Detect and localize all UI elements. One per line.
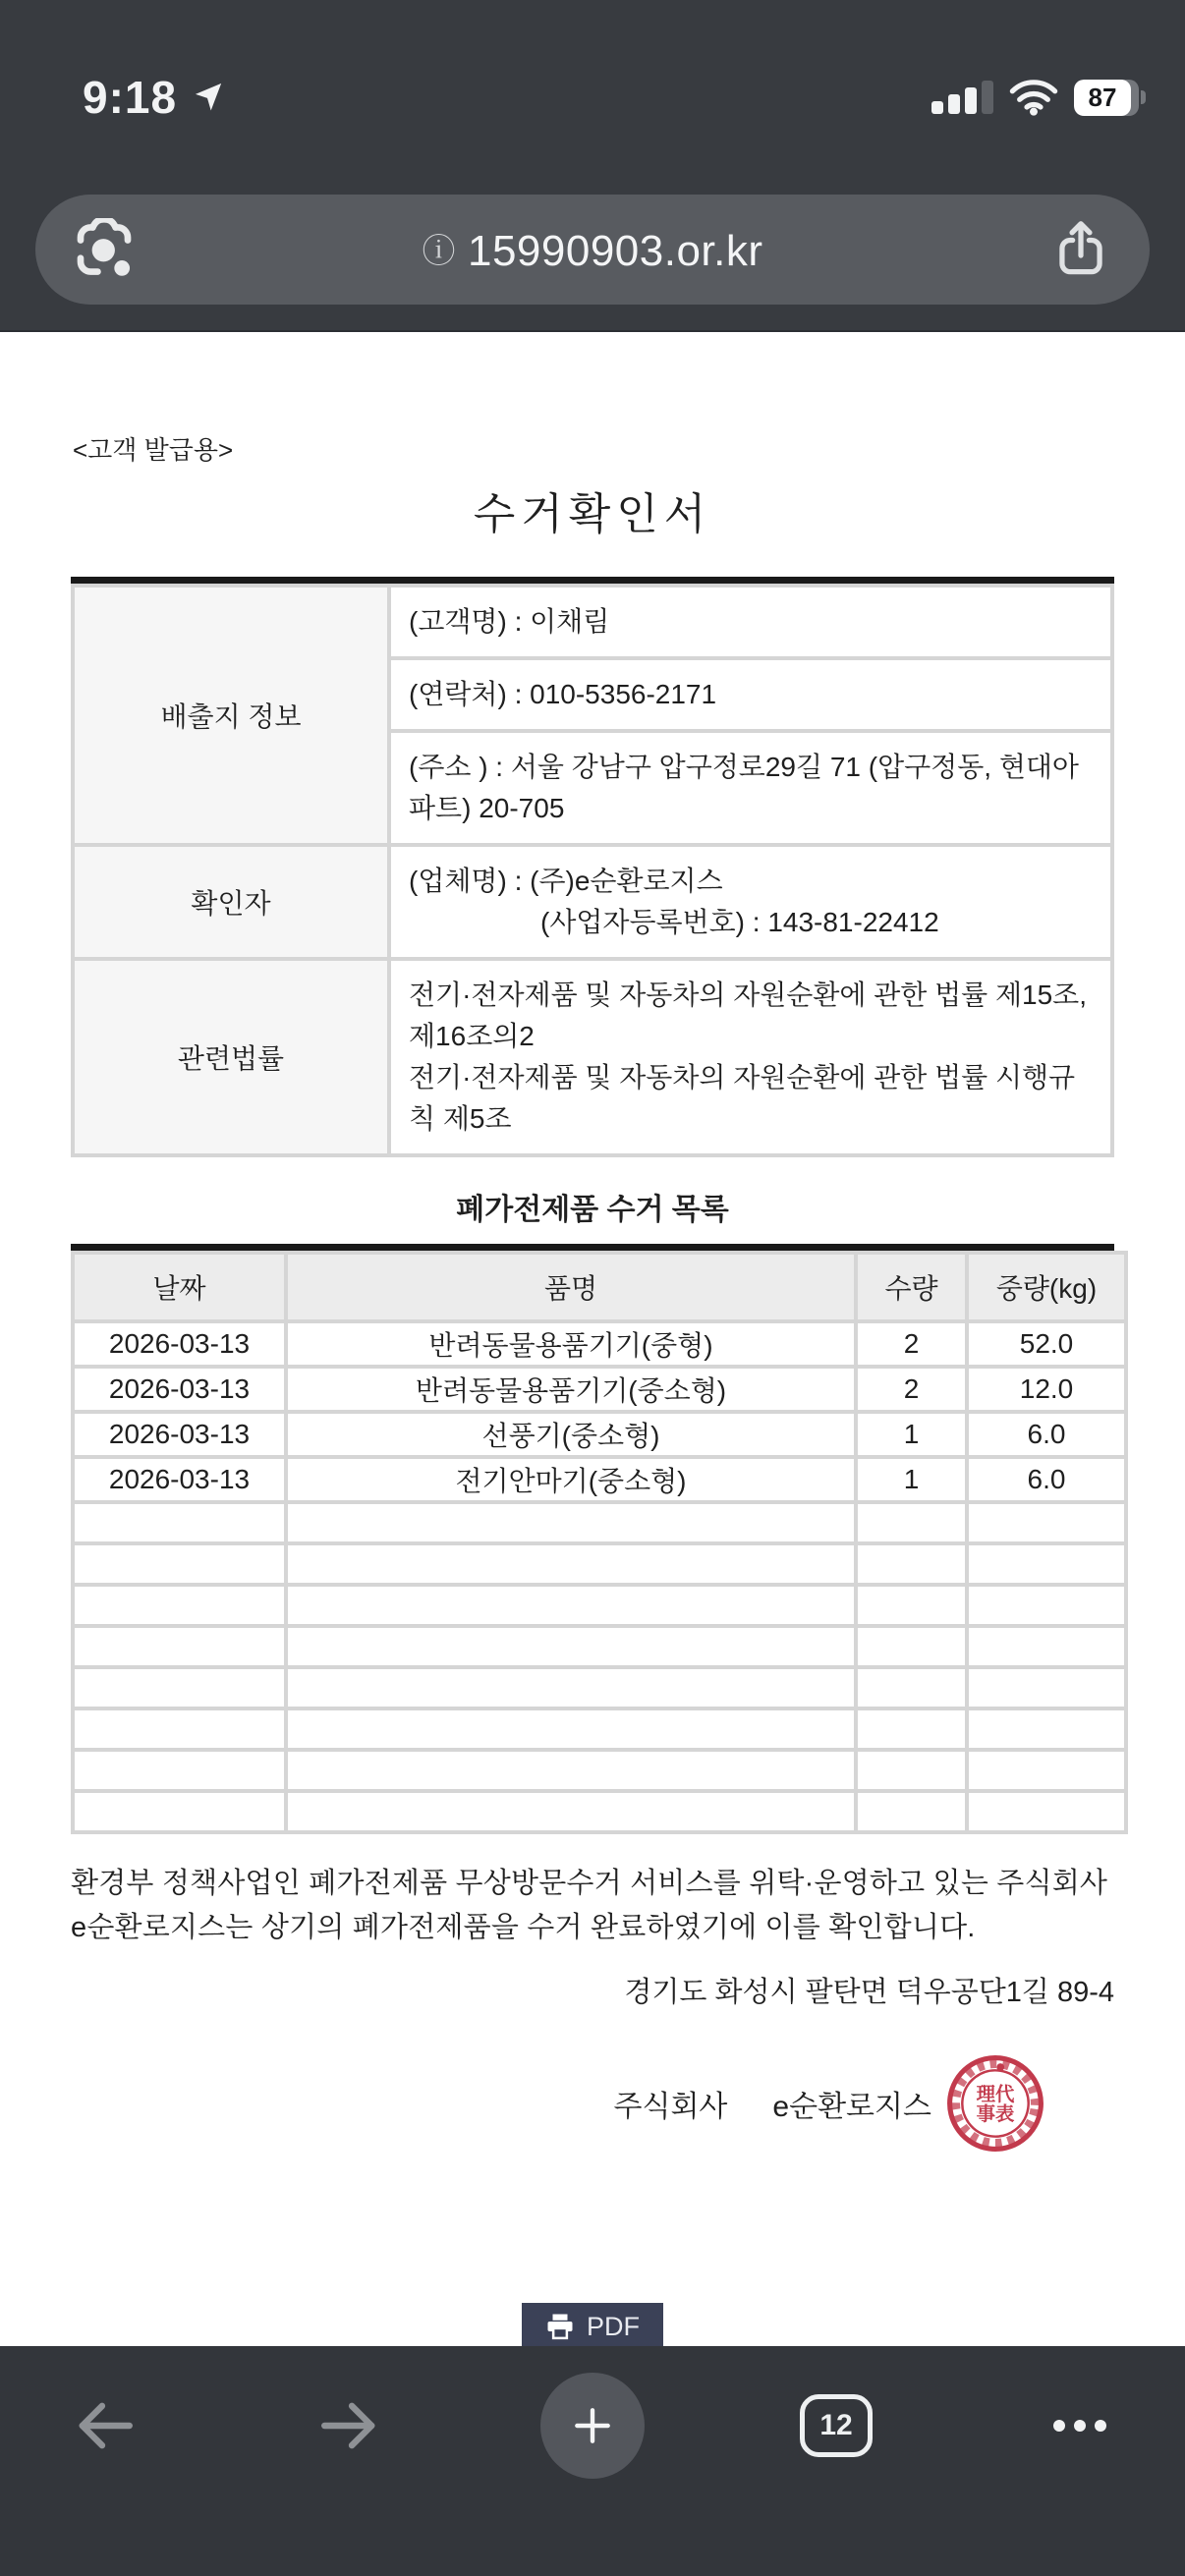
- google-lens-button[interactable]: [65, 205, 143, 294]
- cell-qty: 1: [858, 1414, 965, 1455]
- law-line-1: 전기·전자제품 및 자동차의 자원순환에 관한 법률 제15조, 제16조의2: [409, 980, 1087, 1051]
- clock: 9:18: [83, 72, 178, 123]
- wifi-icon: [1009, 79, 1058, 116]
- battery-percent: 87: [1088, 82, 1117, 112]
- menu-button[interactable]: [1026, 2372, 1134, 2480]
- document-title: 수거확인서: [473, 490, 712, 538]
- cell-date: 2026-03-13: [75, 1459, 284, 1500]
- empty-row: [75, 1628, 1124, 1665]
- printer-icon: [545, 2313, 575, 2340]
- tab-counter-icon: [800, 2394, 873, 2457]
- table-row: [75, 961, 1110, 1153]
- share-button[interactable]: [1042, 205, 1120, 294]
- pdf-download-button[interactable]: [522, 2303, 663, 2346]
- confirmation-statement: 환경부 정책사업인 폐가전제품 무상방문수거 서비스를 위탁·운영하고 있는 주식회사 e순환로지스는 상기의 폐가전제품을 수거 완료하였기에 이를 확인합니다.: [71, 1868, 1108, 1943]
- emitter-info-table: [71, 577, 1114, 1157]
- omnibox[interactable]: [35, 195, 1150, 305]
- collection-list-table: [71, 1244, 1114, 1834]
- cell-weight: 12.0: [969, 1369, 1124, 1410]
- confirmer-label: 확인자: [75, 847, 387, 957]
- address-cell: (주소 ) : 서울 강남구 압구정로29길 71 (압구정동, 현대아파트) 20-705: [391, 733, 1110, 843]
- collection-list-title: 폐가전제품 수거 목록: [456, 1194, 729, 1226]
- table-row: [75, 847, 1110, 957]
- cell-date: 2026-03-13: [75, 1369, 284, 1410]
- share-icon: [1054, 219, 1107, 280]
- empty-row: [75, 1545, 1124, 1583]
- google-lens-icon: [73, 218, 136, 281]
- related-law-label: 관련법률: [75, 961, 387, 1153]
- cell-weight: 52.0: [969, 1323, 1124, 1365]
- cell-qty: 2: [858, 1323, 965, 1365]
- emitter-info-label: 배출지 정보: [75, 588, 387, 843]
- cell-weight: 6.0: [969, 1459, 1124, 1500]
- table-row: [75, 1459, 1124, 1500]
- table-row: [75, 1414, 1124, 1455]
- cell-item: 선풍기(중소형): [288, 1414, 854, 1455]
- cell-weight: 6.0: [969, 1414, 1124, 1455]
- customer-name-cell: (고객명) : 이채림: [391, 588, 1110, 656]
- header-item: 품명: [288, 1255, 854, 1319]
- table-row: [75, 1323, 1124, 1365]
- header-date: 날짜: [75, 1255, 284, 1319]
- back-button[interactable]: [51, 2372, 159, 2480]
- cell-qty: 2: [858, 1369, 965, 1410]
- tab-count: 12: [819, 2409, 853, 2441]
- new-tab-circle: [540, 2373, 645, 2479]
- back-arrow-icon: [72, 2392, 139, 2459]
- cell-item: 전기안마기(중소형): [288, 1459, 854, 1500]
- empty-row: [75, 1504, 1124, 1541]
- three-dots-icon: [1053, 2420, 1106, 2432]
- seal-text-top: 理代: [976, 2083, 1015, 2105]
- copy-type-label: <고객 발급용>: [73, 435, 234, 465]
- status-bar: [0, 0, 1185, 167]
- empty-row: [75, 1587, 1124, 1624]
- battery-icon: [1074, 80, 1146, 116]
- empty-row: [75, 1710, 1124, 1748]
- location-arrow-icon: [191, 81, 224, 114]
- company-seal-stamp: [945, 2053, 1045, 2154]
- cell-date: 2026-03-13: [75, 1414, 284, 1455]
- browser-toolbar: [0, 2346, 1185, 2576]
- cellular-signal-icon: [931, 81, 993, 114]
- forward-button[interactable]: [295, 2372, 403, 2480]
- plus-icon: [570, 2403, 615, 2448]
- cell-item: 반려동물용품기기(중소형): [288, 1369, 854, 1410]
- seal-text-bottom: 事表: [976, 2102, 1015, 2125]
- table-row: [75, 1369, 1124, 1410]
- law-line-2: 전기·전자제품 및 자동차의 자원순환에 관한 법률 시행규칙 제5조: [409, 1062, 1076, 1134]
- signature-line: [71, 2051, 1114, 2156]
- empty-row: [75, 1669, 1124, 1707]
- contact-cell: (연락처) : 010-5356-2171: [391, 660, 1110, 729]
- cell-qty: 1: [858, 1459, 965, 1500]
- cell-date: 2026-03-13: [75, 1323, 284, 1365]
- related-law-cell: [391, 961, 1110, 1153]
- header-qty: 수량: [858, 1255, 965, 1319]
- url-text: ⓘ 15990903.or.kr: [422, 226, 763, 275]
- forward-arrow-icon: [315, 2392, 382, 2459]
- header-weight: 중량(kg): [969, 1255, 1124, 1319]
- table-row: [75, 588, 1110, 656]
- company-type: 주식회사: [613, 2090, 728, 2123]
- new-tab-button[interactable]: [538, 2372, 647, 2480]
- browser-address-bar: [0, 167, 1185, 332]
- empty-row: [75, 1793, 1124, 1830]
- webpage-content: [0, 332, 1185, 2346]
- registration-number-line: (사업자등록번호) : 143-81-22412: [540, 907, 939, 937]
- pdf-button-label: PDF: [587, 2311, 640, 2341]
- company-name: e순환로지스: [772, 2090, 931, 2123]
- cell-item: 반려동물용품기기(중형): [288, 1323, 854, 1365]
- company-line: (업체명) : (주)e순환로지스: [409, 866, 723, 896]
- tab-switcher-button[interactable]: [782, 2372, 890, 2480]
- company-address: 경기도 화성시 팔탄면 덕우공단1길 89-4: [624, 1976, 1114, 2008]
- confirmer-cell: [391, 847, 1110, 957]
- header-row: [75, 1255, 1124, 1319]
- page-info-icon[interactable]: ⓘ: [422, 232, 456, 270]
- empty-row: [75, 1752, 1124, 1789]
